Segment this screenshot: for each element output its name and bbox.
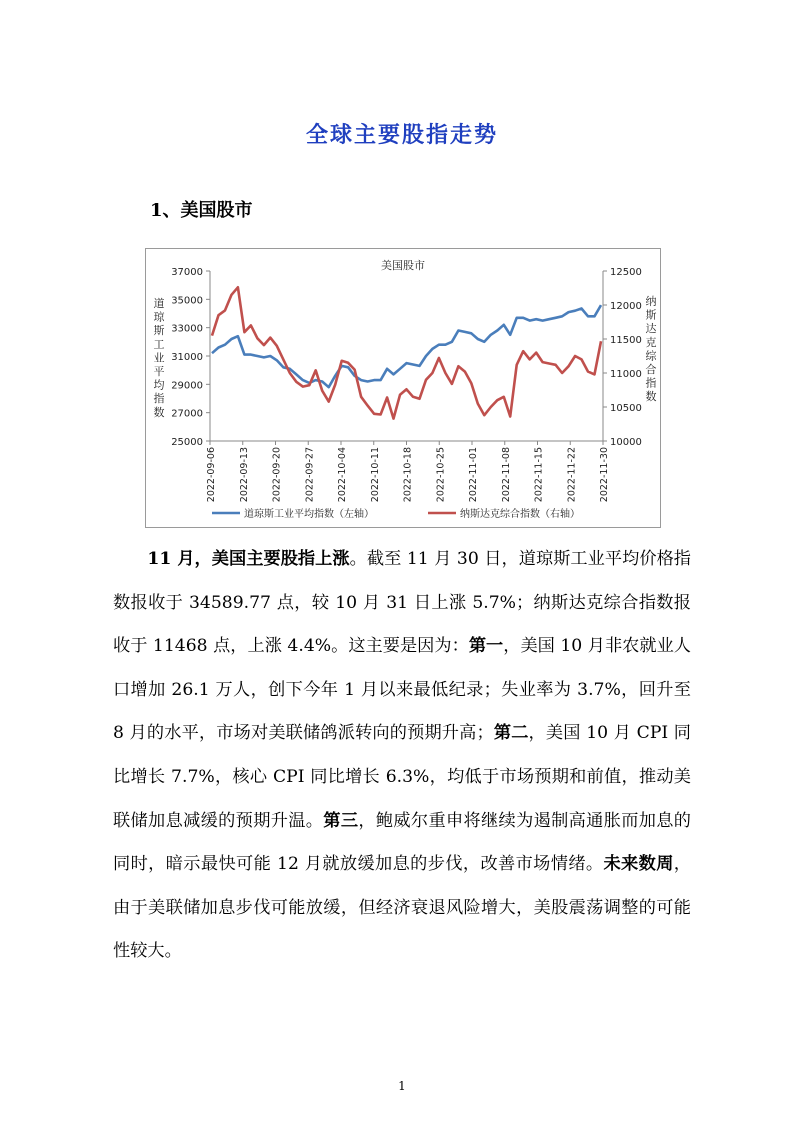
left-axis-label-char: 业 (153, 351, 165, 365)
right-axis-label-char: 数 (645, 390, 657, 404)
x-tick-label: 2022-10-04 (337, 447, 348, 503)
outlook-bold: 未来数周 (603, 854, 674, 875)
left-axis-label-char: 指 (153, 392, 165, 406)
left-axis-label-char: 斯 (153, 324, 165, 338)
left-axis-label-char: 工 (153, 337, 165, 351)
chart-svg (146, 249, 660, 527)
text-run: ，美国 10 月非农就业人口增加 26.1 万人，创下今年 1 月以来最低纪录；失业率为 3.7%，回升至 8 月的水平，市场对美联储鸽派转向的预期升高； (113, 636, 691, 744)
right-axis-label-char: 达 (645, 322, 657, 336)
right-tick-label: 10000 (610, 437, 642, 448)
right-axis-label-char: 纳 (645, 295, 657, 308)
x-tick-label: 2022-09-20 (271, 447, 283, 503)
right-axis-label-char: 斯 (645, 308, 657, 322)
text-run: 。截至 11 月 30 日，道琼斯工业平均价格指数报收于 34589.77 点，较 10 月 31 日上涨 5.7%；纳斯达克综合指数报收于 11468 点，上涨 4.4%。这主要是因为： (113, 549, 691, 657)
x-tick-label: 2022-11-01 (468, 447, 479, 503)
dow-jones-line (212, 305, 601, 387)
right-tick-label: 11000 (610, 369, 642, 380)
right-axis-label-char: 综 (645, 349, 657, 363)
left-tick-label: 29000 (171, 380, 203, 392)
legend-label-dow: 道琼斯工业平均指数（左轴） (244, 509, 374, 520)
right-axis-label-char: 克 (645, 335, 657, 349)
point-three-bold: 第三 (323, 810, 359, 831)
left-tick-label: 35000 (171, 295, 203, 307)
text-run: ，由于美联储加息步伐可能放缓，但经济衰退风险增大，美股震荡调整的可能性较大。 (113, 854, 691, 962)
right-axis-label-char: 合 (645, 363, 657, 376)
x-tick-label: 2022-10-18 (402, 447, 414, 503)
left-tick-label: 33000 (171, 323, 203, 335)
us-stock-chart (145, 248, 661, 528)
legend-label-nasdaq: 纳斯达克综合指数（右轴） (460, 509, 580, 520)
left-axis-label-char: 平 (153, 365, 165, 378)
left-tick-label: 31000 (171, 352, 203, 363)
point-one-bold: 第一 (468, 636, 504, 657)
right-tick-label: 11500 (610, 335, 642, 346)
x-tick-label: 2022-11-15 (533, 447, 545, 503)
text-run: ，鲍威尔重申将继续为遏制高通胀而加息的同时，暗示最快可能 12 月就放缓加息的步伐，改善市场情绪。 (113, 810, 691, 875)
x-tick-label: 2022-09-06 (206, 447, 217, 503)
left-axis-label-char: 数 (153, 405, 165, 419)
x-tick-label: 2022-11-08 (500, 447, 512, 503)
right-axis-label-char: 指 (645, 376, 657, 390)
page-title: 全球主要股指走势 (305, 122, 498, 148)
right-tick-label: 10500 (610, 403, 642, 414)
left-axis-label-char: 琼 (153, 310, 165, 324)
left-axis-label-char: 道 (153, 297, 165, 310)
section-heading: 1、美国股市 (150, 200, 253, 221)
point-two-bold: 第二 (493, 723, 529, 744)
left-axis-label-char: 均 (153, 378, 165, 392)
x-tick-label: 2022-09-13 (238, 447, 250, 503)
text-run: ，美国 10 月 CPI 同比增长 7.7%，核心 CPI 同比增长 6.3%，均低于市场预期和前值，推动美联储加息减缓的预期升温。 (113, 723, 691, 831)
left-tick-label: 37000 (171, 267, 203, 278)
page-number: 1 (398, 1079, 406, 1093)
left-tick-label: 25000 (171, 437, 203, 448)
nasdaq-line (212, 287, 601, 418)
chart-title: 美国股市 (381, 259, 425, 272)
x-tick-label: 2022-11-22 (566, 447, 578, 503)
x-tick-label: 2022-10-11 (369, 447, 381, 503)
right-tick-label: 12500 (610, 267, 642, 278)
x-tick-label: 2022-11-30 (599, 447, 610, 503)
right-tick-label: 12000 (610, 301, 642, 312)
x-tick-label: 2022-10-25 (435, 447, 447, 503)
body-paragraph (113, 538, 691, 974)
left-tick-label: 27000 (171, 408, 203, 420)
lead-bold: 11 月，美国主要股指上涨 (147, 549, 350, 569)
x-tick-label: 2022-09-27 (304, 447, 316, 503)
